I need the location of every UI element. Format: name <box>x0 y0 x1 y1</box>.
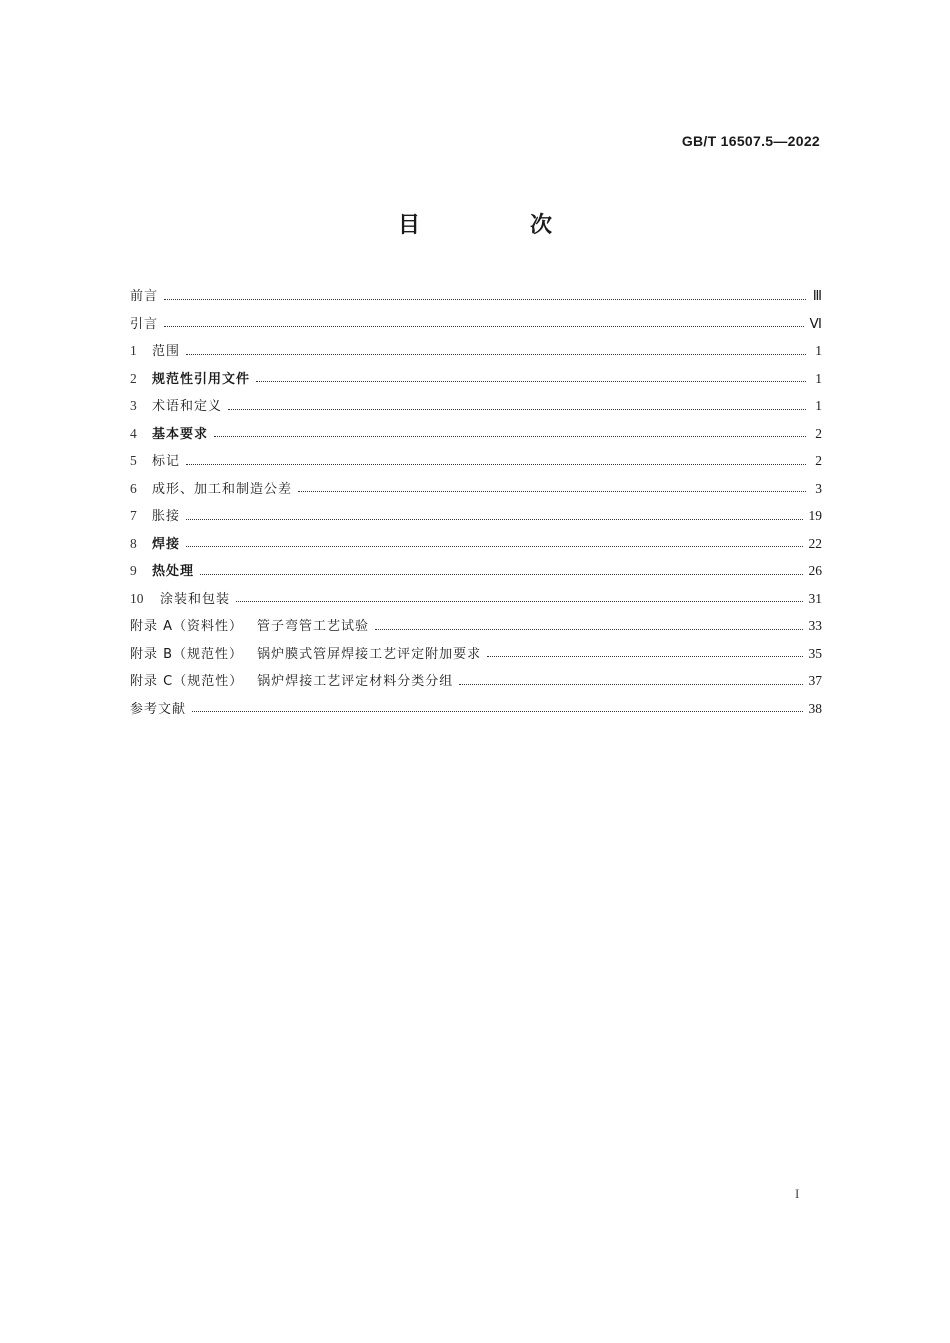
toc-entry-1[interactable] <box>130 337 822 365</box>
toc-entry-annex-a[interactable] <box>130 612 822 640</box>
toc-page: 35 <box>808 645 822 661</box>
toc-leader-dots <box>459 683 802 685</box>
toc-page: 26 <box>808 563 822 578</box>
toc-leader-dots <box>375 628 802 630</box>
toc-page: 1 <box>815 343 822 358</box>
toc-number: 9 <box>130 563 137 578</box>
toc-leader-dots <box>214 435 806 437</box>
toc-leader-dots <box>228 408 806 410</box>
toc-entry-10[interactable] <box>130 585 822 613</box>
toc-label: 涂装和包装 <box>160 591 231 607</box>
toc-label: 锅炉焊接工艺评定材料分类分组 <box>257 674 454 689</box>
toc-label: 热处理 <box>152 564 195 579</box>
toc-page: Ⅵ <box>809 315 822 331</box>
toc-page: 22 <box>808 535 822 551</box>
toc-number: 6 <box>130 480 137 496</box>
toc-label: 参考文献 <box>130 701 187 717</box>
toc-leader-dots <box>256 380 806 382</box>
toc-leader-dots <box>487 655 802 657</box>
toc-number: 3 <box>130 398 137 413</box>
toc-leader-dots <box>200 573 802 575</box>
toc-entry-2[interactable] <box>130 365 822 393</box>
toc-number: 2 <box>130 370 137 386</box>
toc-page: 19 <box>808 508 822 523</box>
toc-annex-number: 附录 B（规范性） <box>130 646 244 662</box>
toc-label: 基本要求 <box>152 426 209 442</box>
toc-leader-dots <box>186 353 806 355</box>
toc-leader-dots <box>192 710 802 712</box>
toc-annex-number: 附录 A（资料性） <box>130 619 244 634</box>
toc-number: 8 <box>130 535 137 551</box>
toc-entry-annex-b[interactable] <box>130 640 822 668</box>
toc-leader-dots <box>236 600 802 602</box>
toc-entry-5[interactable] <box>130 447 822 475</box>
toc-label: 术语和定义 <box>152 399 223 414</box>
toc-label: 标记 <box>152 454 181 469</box>
toc-leader-dots <box>186 545 802 547</box>
toc-entry-3[interactable] <box>130 392 822 420</box>
toc-number: 7 <box>130 508 137 523</box>
toc-page: Ⅲ <box>812 288 822 303</box>
toc-label: 引言 <box>130 316 159 332</box>
toc-page: 37 <box>808 673 822 688</box>
toc-entry-8[interactable] <box>130 530 822 558</box>
toc-page: 1 <box>815 398 822 413</box>
standard-code: GB/T 16507.5—2022 <box>681 133 820 149</box>
toc-page: 33 <box>808 618 822 633</box>
toc-leader-dots <box>164 298 806 300</box>
toc-leader-dots <box>164 325 804 327</box>
toc-label: 胀接 <box>152 509 181 524</box>
toc-label: 管子弯管工艺试验 <box>257 619 370 634</box>
toc-label: 成形、加工和制造公差 <box>152 481 293 497</box>
toc-entry-7[interactable] <box>130 502 822 530</box>
toc-leader-dots <box>298 490 806 492</box>
toc-number: 10 <box>130 590 144 606</box>
toc-entry-6[interactable] <box>130 475 822 503</box>
toc-entry-introduction[interactable] <box>130 310 822 338</box>
toc-leader-dots <box>186 463 806 465</box>
toc-page: 1 <box>815 370 822 386</box>
toc-page: 3 <box>815 480 822 496</box>
toc-label: 规范性引用文件 <box>152 371 251 387</box>
toc-label: 前言 <box>130 289 159 304</box>
toc-label: 锅炉膜式管屏焊接工艺评定附加要求 <box>257 646 482 662</box>
toc-number: 1 <box>130 343 137 358</box>
toc-annex-number: 附录 C（规范性） <box>130 674 244 689</box>
page-number: I <box>795 1186 800 1201</box>
toc-page: 31 <box>808 590 822 606</box>
toc-entry-annex-c[interactable] <box>130 667 822 695</box>
toc-number: 5 <box>130 453 137 468</box>
toc-entry-9[interactable] <box>130 557 822 585</box>
toc-page: 2 <box>815 425 822 441</box>
toc-page: 38 <box>808 700 822 716</box>
toc-label: 焊接 <box>152 536 181 552</box>
toc-entry-4[interactable] <box>130 420 822 448</box>
table-of-contents <box>130 282 822 722</box>
toc-number: 4 <box>130 425 137 441</box>
toc-entry-preface[interactable] <box>130 282 822 310</box>
toc-entry-bibliography[interactable] <box>130 695 822 723</box>
toc-page: 2 <box>815 453 822 468</box>
page-title: 目 次 <box>397 213 596 238</box>
toc-label: 范围 <box>152 344 181 359</box>
toc-leader-dots <box>186 518 802 520</box>
